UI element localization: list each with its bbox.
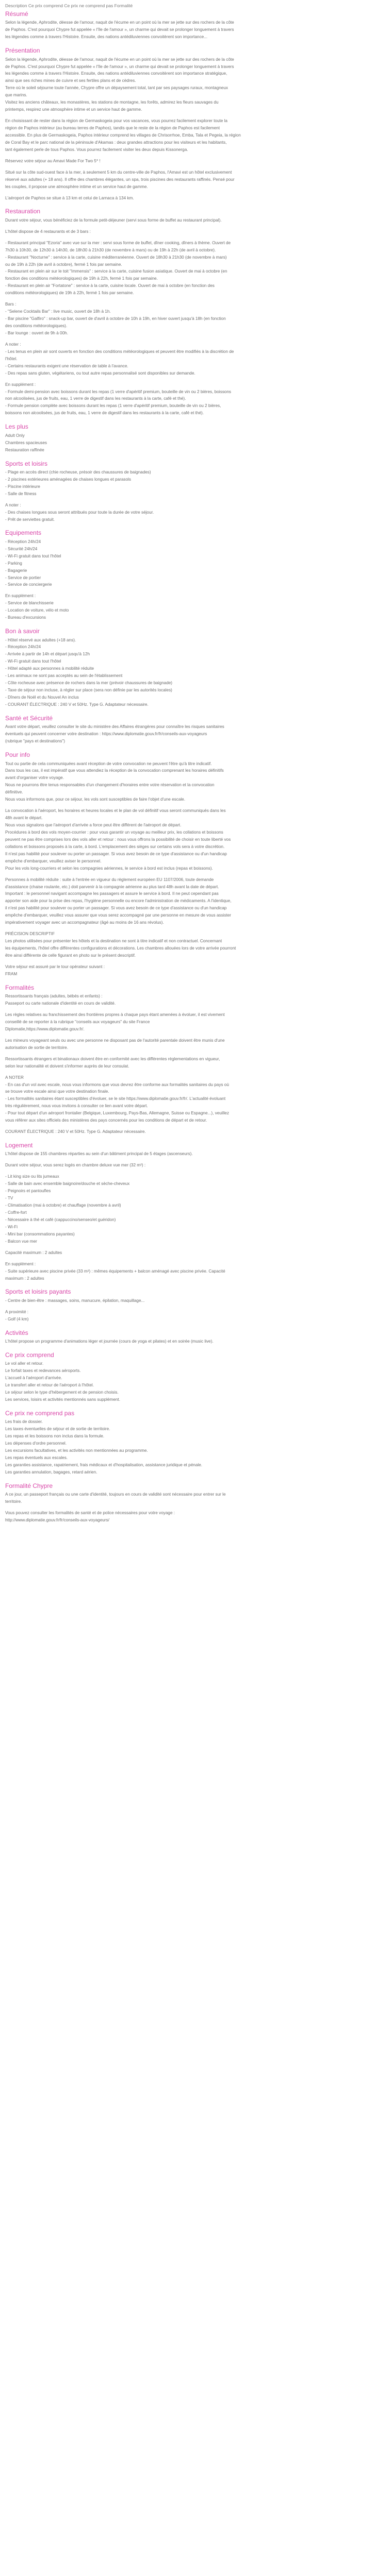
text-line: Important : le personnel navigant accompagne les passagers et assure le service à bord. Il ne peut cependant pas	[5, 891, 219, 896]
section-body	[5, 432, 386, 454]
section-body	[5, 760, 386, 978]
text-line: En choisissant de rester dans la région de Germaskogeia pour vos vacances, vous pourrez facilement explorer toute la	[5, 118, 227, 124]
section-title: Formalité Chypre	[5, 1482, 53, 1489]
text-line: - Mini bar (consommations payantes)	[5, 1231, 75, 1236]
text-line: COURANT ÉLECTRIQUE : 240 V et 50Hz. Type G. Adaptateur nécessaire.	[5, 1129, 146, 1134]
text-line: de Coral Bay et le parc national de la péninsule d'Akamas : deux grandes attractions pour les visiteurs et les habitants,	[5, 140, 227, 145]
text-line: Pour les vols long-courriers et selon les compagnies aériennes, le service à bord est inclus (repas et boissons).	[5, 866, 213, 871]
text-line: - Service de conciergerie	[5, 582, 52, 587]
text-line: vous référer aux sites officiels des ministères des pays concernés pour les conditions de départ et de retour.	[5, 1118, 207, 1123]
text-line: Les règles relatives au franchissement des frontières propres à chaque pays étant amenées à évoluer, il est vivement	[5, 1012, 225, 1018]
text-line: Diplomatie,https://www.diplomatie.gouv.fr/.	[5, 1026, 85, 1031]
text-line: FRAM	[5, 971, 18, 976]
text-line: - Suite supérieure avec piscine privée (33 m²) : mêmes équipements + balcon aménagé avec piscine privée. Capacité	[5, 1268, 225, 1274]
text-line: Les garanties assistance, rapatriement, frais médicaux et d'hospitalisation, assistance juridique et pénale.	[5, 1463, 203, 1468]
text-line: selon leur nationalité et doivent s'informer auprès de leur consulat.	[5, 1063, 129, 1069]
section-title: Présentation	[5, 47, 40, 55]
text-line: - Les animaux ne sont pas acceptés au sein de l'établissement	[5, 673, 123, 679]
text-line: réservé aux adultes (+ 18 ans). Il offre des chambres élégantes, un spa, trois piscines des restaurants raffinés. Pensé pour	[5, 177, 235, 182]
text-line: de Paphos. C'est pourquoi Chypre fut appelée « l'île de l'amour », un charme qui devait se prolonger longuement à travers	[5, 64, 234, 69]
text-line: - Les tenus en plein air sont ouverts en fonction des conditions météorologiques et peuvent être modifiés à la discrétion de	[5, 349, 234, 354]
text-line: Vous pouvez consulter les formalités de santé et de police nécessaires pour votre voyage :	[5, 1511, 175, 1516]
text-line: Le transfert aller et retour de l'aéroport à l'hôtel.	[5, 1383, 94, 1388]
paragraph-gap	[5, 1245, 386, 1249]
text-line: A noter :	[5, 502, 21, 507]
section-body	[5, 993, 386, 1136]
text-line: L'aéroport de Paphos se situe à 13 km et celui de Larnaca à 134 km.	[5, 195, 134, 200]
text-line: que marins.	[5, 93, 27, 98]
paragraph-gap	[5, 1304, 386, 1309]
section-title: Formalités	[5, 984, 35, 991]
text-line: ou de 19h à 22h (de avril à octobre), fermé 1 fois par semaine.	[5, 262, 122, 267]
section-body	[5, 217, 386, 417]
paragraph-gap	[5, 498, 386, 502]
section-title: Résumé	[5, 10, 28, 18]
paragraph-gap	[5, 872, 386, 876]
section-body	[5, 56, 386, 202]
section-title: Sports et loisirs payants	[5, 1288, 71, 1296]
text-line: - 2 piscines extérieures aménagées de chaises longues et parasols	[5, 477, 131, 482]
section-title: Restauration	[5, 208, 41, 215]
text-line: - Service de portier	[5, 575, 41, 580]
text-line: - Lit king size ou lits jumeaux	[5, 1174, 59, 1179]
text-line: Selon la légende, Aphrodite, déesse de l'amour, naquit de l'écume en un point où la mer se jette sur des rochers de la côte	[5, 57, 234, 62]
text-line: - Plage en accès direct (chie rocheuse, présoir des chaussures de baignades)	[5, 469, 151, 474]
text-line: Votre séjour est assuré par le tour opérateur suivant :	[5, 964, 105, 969]
text-line: printemps, respirez une atmosphère intime et un service haut de gamme.	[5, 107, 142, 112]
text-line: d'assistance (chaise roulante, etc.) doit parvenir à la compagnie aérienne au plus tard 48h avant la date de départ.	[5, 884, 219, 889]
text-line: - Arrivée à partir de 14h et départ jusqu'à 12h	[5, 652, 90, 657]
section-title: Activités	[5, 1329, 28, 1336]
text-line: Chambres spacieuses	[5, 440, 47, 445]
text-line: A proximité :	[5, 1309, 29, 1314]
section-title: Ce prix ne comprend pas	[5, 1410, 75, 1417]
text-line: - Bar piscine "Galfiro" : snack-up bar, ouvert de d'avril à octobre de 10h à 19h, en hiver ouvert jusqu'à 18h (en fonction	[5, 316, 226, 321]
text-line: l'hôtel.	[5, 356, 18, 361]
section-body	[5, 19, 386, 41]
section-body	[5, 1297, 386, 1323]
text-line: Le vol aller et retour.	[5, 1361, 44, 1366]
text-line: L'accueil à l'aéroport d'arrivée.	[5, 1376, 62, 1381]
text-line: - Réception 24h/24	[5, 539, 41, 544]
text-line: PRÉCISION DESCRIPTIF	[5, 931, 55, 937]
section-title: Ce prix comprend	[5, 1351, 54, 1359]
text-line: En supplément :	[5, 1261, 36, 1266]
text-line: Les photos utilisées pour présenter les hôtels et la destination ne sont à titre indicatif et non contractuel. Concernant	[5, 939, 222, 944]
section-title: Sports et loisirs	[5, 460, 48, 467]
section-title: Pour info	[5, 751, 30, 759]
text-line: définitive.	[5, 790, 23, 795]
paragraph-gap	[5, 1052, 386, 1056]
paragraph-gap	[5, 165, 386, 169]
section-title: Bon à savoir	[5, 628, 40, 635]
text-line: région de Paphos intérieur (au bureau terres de Paphos), tandis que le reste de la région de Paphos est facilement	[5, 126, 220, 131]
text-line: La convocation à l'aéroport, les horaires et heures locales et le plan de vol définitif vous seront communiqués dans les	[5, 808, 226, 814]
text-line: - Location de voiture, vélo et moto	[5, 608, 69, 613]
text-line: - Bureau d'excursions	[5, 615, 46, 620]
paragraph-gap	[5, 1070, 386, 1074]
text-line: - Des chaises longues sous seront attribués pour toute la durée de votre séjour.	[5, 510, 154, 515]
paragraph-gap	[5, 337, 386, 341]
text-line: Tout ou partie de cela communiquées avant réception de votre convocation ne peuvent l'être qu'à titre indicatif.	[5, 761, 212, 766]
text-line: non alcoolisées, jus de fruits, eau, 1 verre de digestif dans les restaurants à la carte, café et thé).	[5, 396, 186, 401]
nav-separator-1: Ce prix comprend	[27, 3, 64, 8]
nav-separator-3: Formalité	[113, 3, 133, 8]
text-line: Dans tous les cas, il est impératif que vous attendiez la réception de la convocation comprenant les horaires définitifs	[5, 768, 224, 773]
text-line: éventuels qui peuvent concerner votre destination : https://www.diplomatie.gouv.fr/fr/conseils-aux-voyageurs	[5, 732, 207, 737]
text-line: - Wi-Fi gratuit dans tout l'hôtel	[5, 659, 61, 664]
text-line: Les taxes éventuelles de séjour et de sortie de territoire.	[5, 1427, 110, 1432]
text-line: ainsi que ses riches mines de cuivre et ses fertiles plans et de cèdres.	[5, 78, 136, 83]
text-line: de Paphos. C'est pourquoi Chypre fut appelée « l'île de l'amour », un charme qui devait se prolonger longuement à travers	[5, 27, 234, 32]
paragraph-gap	[5, 803, 386, 807]
text-line: Le forfait taxes et redevances aéroports.	[5, 1368, 81, 1374]
text-line: Situé sur la côte sud-ouest face à la mer, à seulement 5 km du centre-ville de Paphos, l'Amavi est un hôtel exclusivement	[5, 170, 232, 175]
text-line: A ce jour, un passeport français ou une carte d'identité, toujours en cours de validité sont nécessaire pour entrer sur le	[5, 1492, 226, 1497]
text-line: Passeport ou carte nationale d'identité en cours de validité.	[5, 1001, 116, 1006]
text-line: maximum : 2 adultes	[5, 1276, 44, 1281]
text-line: Terre où le soleil séjourne toute l'année, Chypre offre un dépaysement total, tant par ses paysages ruraux, montagneux	[5, 86, 228, 91]
paragraph-gap	[5, 959, 386, 963]
text-line: L'hôtel dispose de 155 chambres réparties au sein d'un bâtiment principal de 5 étages (ascenseurs).	[5, 1151, 193, 1157]
nav-description-link[interactable]: Description	[5, 3, 27, 8]
text-line: Les repas éventuels aux escales.	[5, 1455, 68, 1461]
text-line: - TV	[5, 1196, 13, 1201]
text-line: Ressortissants français (adultes, bébés et enfants) :	[5, 994, 103, 999]
text-line: A noter :	[5, 342, 21, 347]
text-line: Réservez votre séjour au Amavi Made For Two 5* !	[5, 158, 101, 163]
text-line: Les services, loisirs et activités mentionnés sans supplément.	[5, 1397, 120, 1402]
text-line: - Hôtel adapté aux personnes à mobilité réduite	[5, 666, 94, 671]
text-line: les légendes comme à travers l'Histoire. Ensuite, des nations antédiluviennes convoitèrent son importance stratégique,	[5, 71, 227, 76]
section-nav	[5, 3, 386, 8]
text-line: Nous vous informons que, pour ce séjour, les vols sont susceptibles de faire l'objet d'une escale.	[5, 797, 186, 802]
text-line: Le séjour selon le type d'hébergement et de pension choisis.	[5, 1390, 119, 1395]
paragraph-gap	[5, 154, 386, 158]
text-line: collations et boissons proposés à la carte, à bord. L'emplacement des sièges sur certains vols sera à votre discrétion.	[5, 844, 225, 849]
text-line: - Côte rocheuse avec présence de rochers dans la mer (prévoir chaussures de baignade)	[5, 681, 173, 686]
paragraph-gap	[5, 926, 386, 930]
text-line: - Centre de bien-être : massages, soins, manucure, épilation, maquillage...	[5, 1298, 145, 1303]
text-line: Procédures à bord des vols moyen-courrier : pour vous garantir un voyage au meilleur prix, les collations et boissons	[5, 829, 223, 835]
text-line: - Restaurant "Nocturne" : service à la carte, cuisine méditerranéenne. Ouvert de 18h30 à 21h30 (de novembre à mars)	[5, 255, 227, 260]
text-line: tant également perle de tous Paphos. Vous pourrez facilement visiter les deux depuis Kissonerga.	[5, 147, 188, 152]
paragraph-gap	[5, 1505, 386, 1510]
text-line: Les repas et les boissons non inclus dans la formule.	[5, 1434, 105, 1439]
text-line: - COURANT ÉLECTRIQUE : 240 V et 50Hz. Type G. Adaptateur nécessaire.	[5, 702, 149, 707]
text-line: Les excursions facultatives, et les activités non mentionnées au programme.	[5, 1448, 148, 1453]
text-line: Durant votre séjour, vous bénéficiez de la formule petit-déjeuner (servi sous forme de buffet au restaurant principal).	[5, 217, 222, 223]
text-line: - Balcon vue mer	[5, 1239, 37, 1244]
text-line: Nous vous signalons que l'aéroport d'arrivée a force peut être différent de l'aéroport de départ.	[5, 823, 182, 828]
text-line: - Coffre-fort	[5, 1210, 27, 1215]
section-body	[5, 1360, 386, 1403]
text-line: Personnes à mobilité réduite : suite à l'entrée en vigueur du règlement européen EU 1107/2006, toute demande	[5, 877, 214, 882]
text-line: Bars :	[5, 302, 17, 307]
text-line: très régulièrement, nous vous invitons à consulter ce lien avant votre départ.	[5, 1104, 148, 1109]
text-line: boissons non alcoolisées, jus de fruits, eau, 1 verre de digestif dans les restaurants à la carte, café et thé).	[5, 411, 204, 416]
text-line: - En cas d'un vol avec escale, nous vous informons que vous devrez être conforme aux formalités sanitaires du pays où	[5, 1082, 229, 1087]
text-line: En supplément :	[5, 594, 36, 599]
text-line: - Restaurant en plein air sur le toit "Immensis" : service à la carte, cuisine fusion asiatique. Ouvert de mai à octobre (en	[5, 269, 227, 274]
text-line: se trouve votre escale ainsi que votre destination finale.	[5, 1089, 109, 1094]
text-line: 48h avant le départ.	[5, 816, 43, 821]
text-line: territoire.	[5, 1499, 22, 1504]
text-line: - Peignoirs et pantoufles	[5, 1189, 51, 1194]
section-body	[5, 1338, 386, 1345]
text-line: apporter son aide pour la prise des repas, l'hygiène personnelle ou encore l'administration de médicaments. A l'identique,	[5, 899, 232, 904]
text-line: fonction des conditions météorologiques) de 19h à 22h, fermé 1 fois par semaine.	[5, 276, 158, 281]
text-line: être ainsi différente de celle figurant en photo sur le présent descriptif.	[5, 953, 136, 958]
text-line: - Salle de bain avec ensemble baignoire/douche et sèche-cheveux	[5, 1181, 130, 1187]
paragraph-gap	[5, 377, 386, 381]
paragraph-gap	[5, 235, 386, 240]
paragraph-gap	[5, 297, 386, 301]
text-line: - Pour tout départ d'un aéroport frontalier (Belgique, Luxembourg, Pays-Bas, Allemagne, Suisse ou Espagne...), veuillez	[5, 1111, 229, 1116]
text-line: - Nécessaire à thé et café (cappuccino/senseo/et guéridon)	[5, 1217, 116, 1222]
text-line: - Taxe de séjour non incluse, à régler sur place (sera non définie par les autorités locales)	[5, 688, 172, 693]
text-line: - Golf (4 km)	[5, 1316, 29, 1321]
text-line: Les mineurs voyageant seuls ou avec une personne ne disposant pas de l'autorité parentale doivent être munis d'une	[5, 1038, 225, 1043]
text-line: En supplément :	[5, 382, 36, 387]
section-body	[5, 1491, 386, 1524]
text-line: - "Selene Cocktails Bar" : live music, ouvert de 18h à 1h.	[5, 309, 111, 314]
text-line: les couples, il propose une atmosphère intime et un service haut de gamme.	[5, 184, 148, 189]
text-line: - Wi-Fi gratuit dans tout l'hôtel	[5, 553, 61, 558]
section-title: Les plus	[5, 423, 28, 431]
text-line: Selon la légende, Aphrodite, déesse de l'amour, naquit de l'écume en un point où la mer se jette sur des rochers de la côte	[5, 20, 234, 25]
paragraph-gap	[5, 1124, 386, 1128]
text-line: - Wi-Fi	[5, 1224, 18, 1229]
text-line: Les frais de dossier.	[5, 1419, 43, 1425]
text-line: - Prêt de serviettes gratuit.	[5, 517, 55, 522]
text-line: - Formule pension complète avec boissons durant les repas (1 verre d'apéritif premium, bouteille de vin ou 2 bières,	[5, 403, 221, 409]
text-line: Ressortissants étrangers et binationaux doivent être en conformité avec les différentes réglementations en vigueur,	[5, 1056, 220, 1061]
text-line: des conditions météorologiques).	[5, 324, 68, 329]
text-line: Durant votre séjour, vous serez logés en chambre deluxe vue mer (32 m²) :	[5, 1163, 146, 1168]
text-line: impérativement voyager avec un accompagnateur (âgé au moins de 16 ans révolus).	[5, 920, 164, 925]
text-line: Les garanties annulation, bagages, retard aérien.	[5, 1469, 97, 1475]
section-body	[5, 637, 386, 708]
text-line: - Service de blanchisserie	[5, 601, 54, 606]
section-body	[5, 1418, 386, 1476]
text-line: conseillé de se reporter à la rubrique "conseils aux voyageurs" du site France	[5, 1019, 150, 1024]
text-line: 7h30 à 10h30, de 12h30 à 14h30, de 18h30 à 21h30 (de novembre à mars) ou de 19h à 22h (de avril à octobre).	[5, 247, 216, 252]
text-line: il n'est pas habilité pour soulever ou porter un passager. Si vous avez besoin de ce type d'assistance ou d'un handicap	[5, 906, 227, 911]
text-line: - Formule demi-pension avec boissons durant les repas (1 verre d'apéritif premium, bouteille de vin ou 2 bières, boissons	[5, 389, 231, 394]
section-title: Santé et Sécurité	[5, 714, 53, 722]
text-line: autorisation de sortie de territoire.	[5, 1045, 68, 1050]
paragraph-gap	[5, 1169, 386, 1173]
text-line: - Salle de fitness	[5, 491, 37, 496]
text-line: les équipements, l'hôtel offre différentes configurations et décorations. Les chambres allouées lors de votre arrivée pourront	[5, 946, 236, 951]
section-body	[5, 1150, 386, 1282]
text-line: - Dîners de Noël et du Nouvel An inclus	[5, 695, 79, 700]
section-body	[5, 469, 386, 523]
nav-separator-2: Ce prix ne comprend pas	[64, 3, 113, 8]
text-line: - Bagagerie	[5, 568, 27, 573]
text-line: - Certains restaurants exigent une réservation de table à l'avance.	[5, 363, 128, 368]
text-line: Les dépenses d'ordre personnel.	[5, 1441, 67, 1446]
text-line: - Les formalités sanitaires étant susceptibles d'évoluer, se le site https://www.diplomatie.gouv.fr/fr/. L'actualité évoluant	[5, 1096, 226, 1101]
text-line: - Climatisation (mai à octobre) et chauffage (novembre à avril)	[5, 1203, 121, 1208]
paragraph-gap	[5, 1257, 386, 1261]
text-line: - Des repas sans gluten, végétariens, ou tout autre repas personnalisé sont disponibles sur demande.	[5, 370, 196, 376]
paragraph-gap	[5, 1033, 386, 1037]
text-line: empêche d'embarquer, veuillez vous assurer que vous serez accompagné par une personne en mesure de vous assister	[5, 913, 232, 918]
text-line: Nous ne pourrons être tenus responsables d'un changement d'horaires entre votre réservation et la convocation	[5, 783, 215, 788]
text-line: - Restaurant principal "Ezoria" avec vue sur la mer : servi sous forme de buffet, dîner cooking, dîners à thème. Ouvert de	[5, 240, 231, 245]
text-line: peuvent ne pas être comprises lors des vols aller et retour : nous vous offrons la possibilité de choisir en toute liberté vos	[5, 837, 231, 842]
text-line: - Restaurant en plein air "Fortatone" : service à la carte, cuisine locale. Ouvert de mai à octobre (en fonction des	[5, 283, 215, 289]
text-line: accessible. En plus de Germaskogeia, Paphos intérieur comprend les villages de Chrisorrhoe, Emba, Tala et Pegeia, la région	[5, 132, 241, 138]
text-line: A NOTER	[5, 1075, 24, 1080]
text-line: Il n'est pas habilité pour soulever ou porter un passager. Si vous avez besoin de ce type d'assistance ou d'un handicap	[5, 851, 227, 856]
text-line: conditions météorologiques) de 19h à 22h, fermé 1 fois par semaine.	[5, 291, 134, 296]
text-line: avant d'organiser votre voyage.	[5, 775, 64, 781]
text-line: empêche d'embarquer, veuillez aviser le personnel.	[5, 858, 102, 863]
text-line: Capacité maximum : 2 adultes	[5, 1250, 62, 1255]
text-line: - Sécurité 24h/24	[5, 546, 38, 551]
section-title: Equipements	[5, 529, 42, 537]
section-title: Logement	[5, 1142, 33, 1149]
text-line: L'hôtel dispose de 4 restaurants et de 3 bars :	[5, 229, 91, 234]
paragraph-gap	[5, 113, 386, 117]
text-line: Avant votre départ, veuillez consulter le site du ministère des Affaires étrangères pour connaître les risques sanitaires	[5, 724, 224, 730]
text-line: http://www.diplomatie.gouv.fr/fr/conseils-aux-voyageurs/	[5, 1518, 109, 1523]
section-body	[5, 723, 386, 745]
text-line: - Réception 24h/24	[5, 645, 41, 650]
paragraph-gap	[5, 1158, 386, 1162]
sections-container	[5, 10, 386, 1524]
text-line: les légendes comme à travers l'Histoire. Ensuite, des nations antédiluviennes convoitèrent son importance...	[5, 35, 208, 40]
paragraph-gap	[5, 191, 386, 195]
text-line: - Parking	[5, 561, 22, 566]
text-line: Restauration raffinée	[5, 447, 44, 452]
text-line: - Hôtel réservé aux adultes (+18 ans).	[5, 637, 76, 642]
text-line: Visitez les anciens châteaux, les monastères, les stations de montagne, les forêts, admirez les fleurs sauvages du	[5, 100, 219, 105]
text-line: (rubrique "pays et destinations")	[5, 739, 65, 744]
text-line: L'hôtel propose un programme d'animations léger et journée (cours de yoga et pilates) et en soirée (music live).	[5, 1339, 214, 1344]
paragraph-gap	[5, 588, 386, 592]
paragraph-gap	[5, 1007, 386, 1011]
text-line: - Bar lounge : ouvert de 9h à 00h.	[5, 330, 68, 335]
text-line: Adult Only	[5, 433, 25, 438]
text-line: - Piscine intérieure	[5, 484, 40, 489]
paragraph-gap	[5, 224, 386, 228]
section-body	[5, 538, 386, 621]
